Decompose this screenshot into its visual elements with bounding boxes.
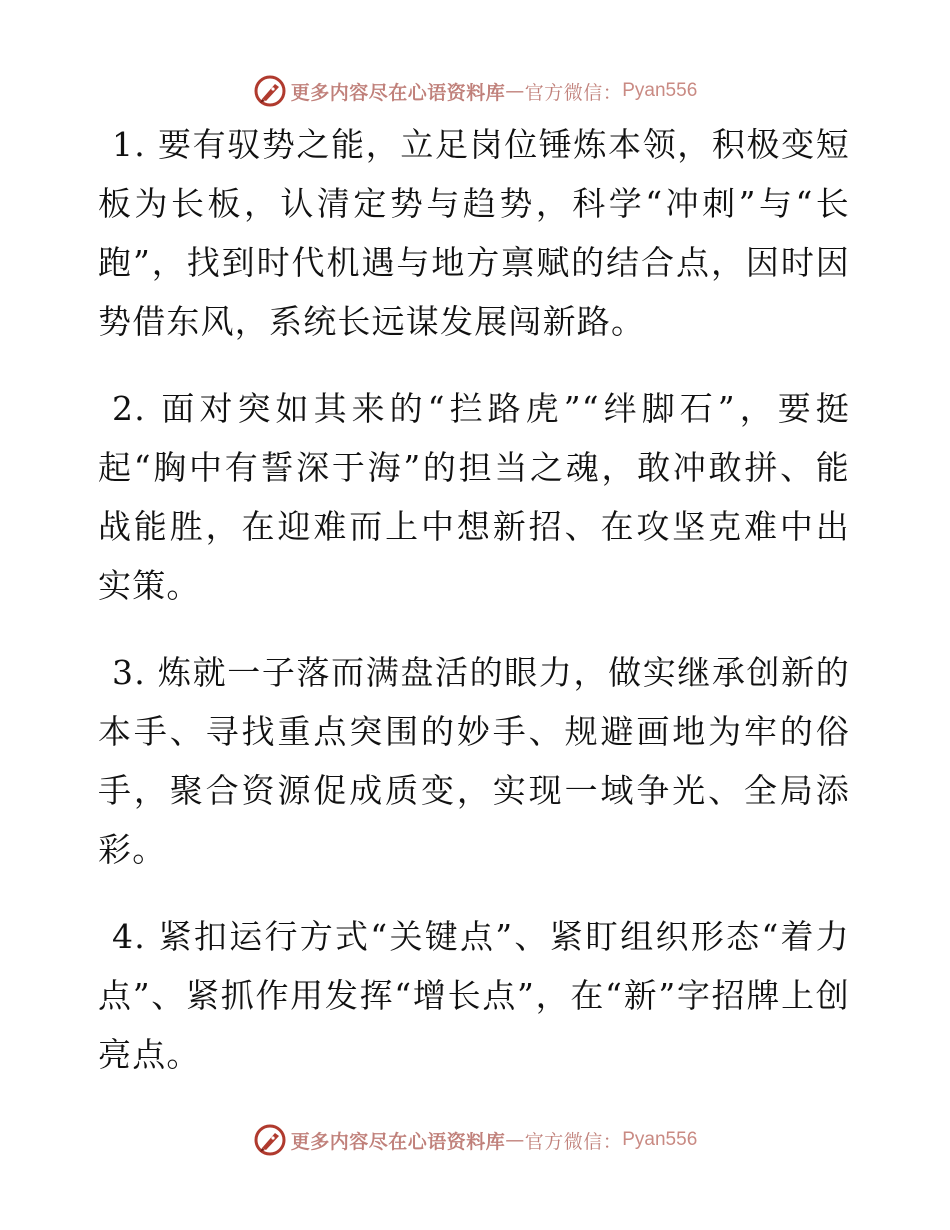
banner-site-text: 更多内容尽在心语资料库 [290, 81, 506, 104]
paragraph-1: 1. 要有驭势之能，立足岗位锤炼本领，积极变短板为长板，认清定势与趋势，科学“冲刺”与“长跑”，找到时代机遇与地方禀赋的结合点，因时因势借东风，系统长远谋发展闯新路。 [98, 125, 850, 341]
banner-site-text: 更多内容尽在心语资料库 [290, 1130, 506, 1153]
pen-nib-logo-icon [253, 1123, 287, 1157]
banner-wechat-id: Pyan556 [622, 80, 698, 101]
document-body [98, 115, 850, 1112]
banner-wechat-label: 官方微信： [524, 1130, 623, 1153]
banner-separator: — [505, 1129, 525, 1151]
pen-nib-logo-icon [253, 74, 287, 108]
paragraph-3: 3. 炼就一子落而满盘活的眼力，做实继承创新的本手、寻找重点突围的妙手、规避画地为牢的俗手，聚合资源促成质变，实现一域争光、全局添彩。 [98, 653, 850, 869]
paragraph-4: 4. 紧扣运行方式“关键点”、紧盯组织形态“着力点”、紧抓作用发挥“增长点”，在“新”字招牌上创亮点。 [98, 917, 850, 1074]
banner-separator: — [505, 80, 525, 102]
banner-wechat-id: Pyan556 [622, 1129, 698, 1150]
header-banner [0, 71, 950, 111]
paragraph-2: 2. 面对突如其来的“拦路虎”“绊脚石”，要挺起“胸中有誓深于海”的担当之魂，敢冲敢拼、能战能胜，在迎难而上中想新招、在攻坚克难中出实策。 [98, 389, 850, 605]
banner-wechat-label: 官方微信： [524, 81, 623, 104]
footer-banner [0, 1120, 950, 1160]
